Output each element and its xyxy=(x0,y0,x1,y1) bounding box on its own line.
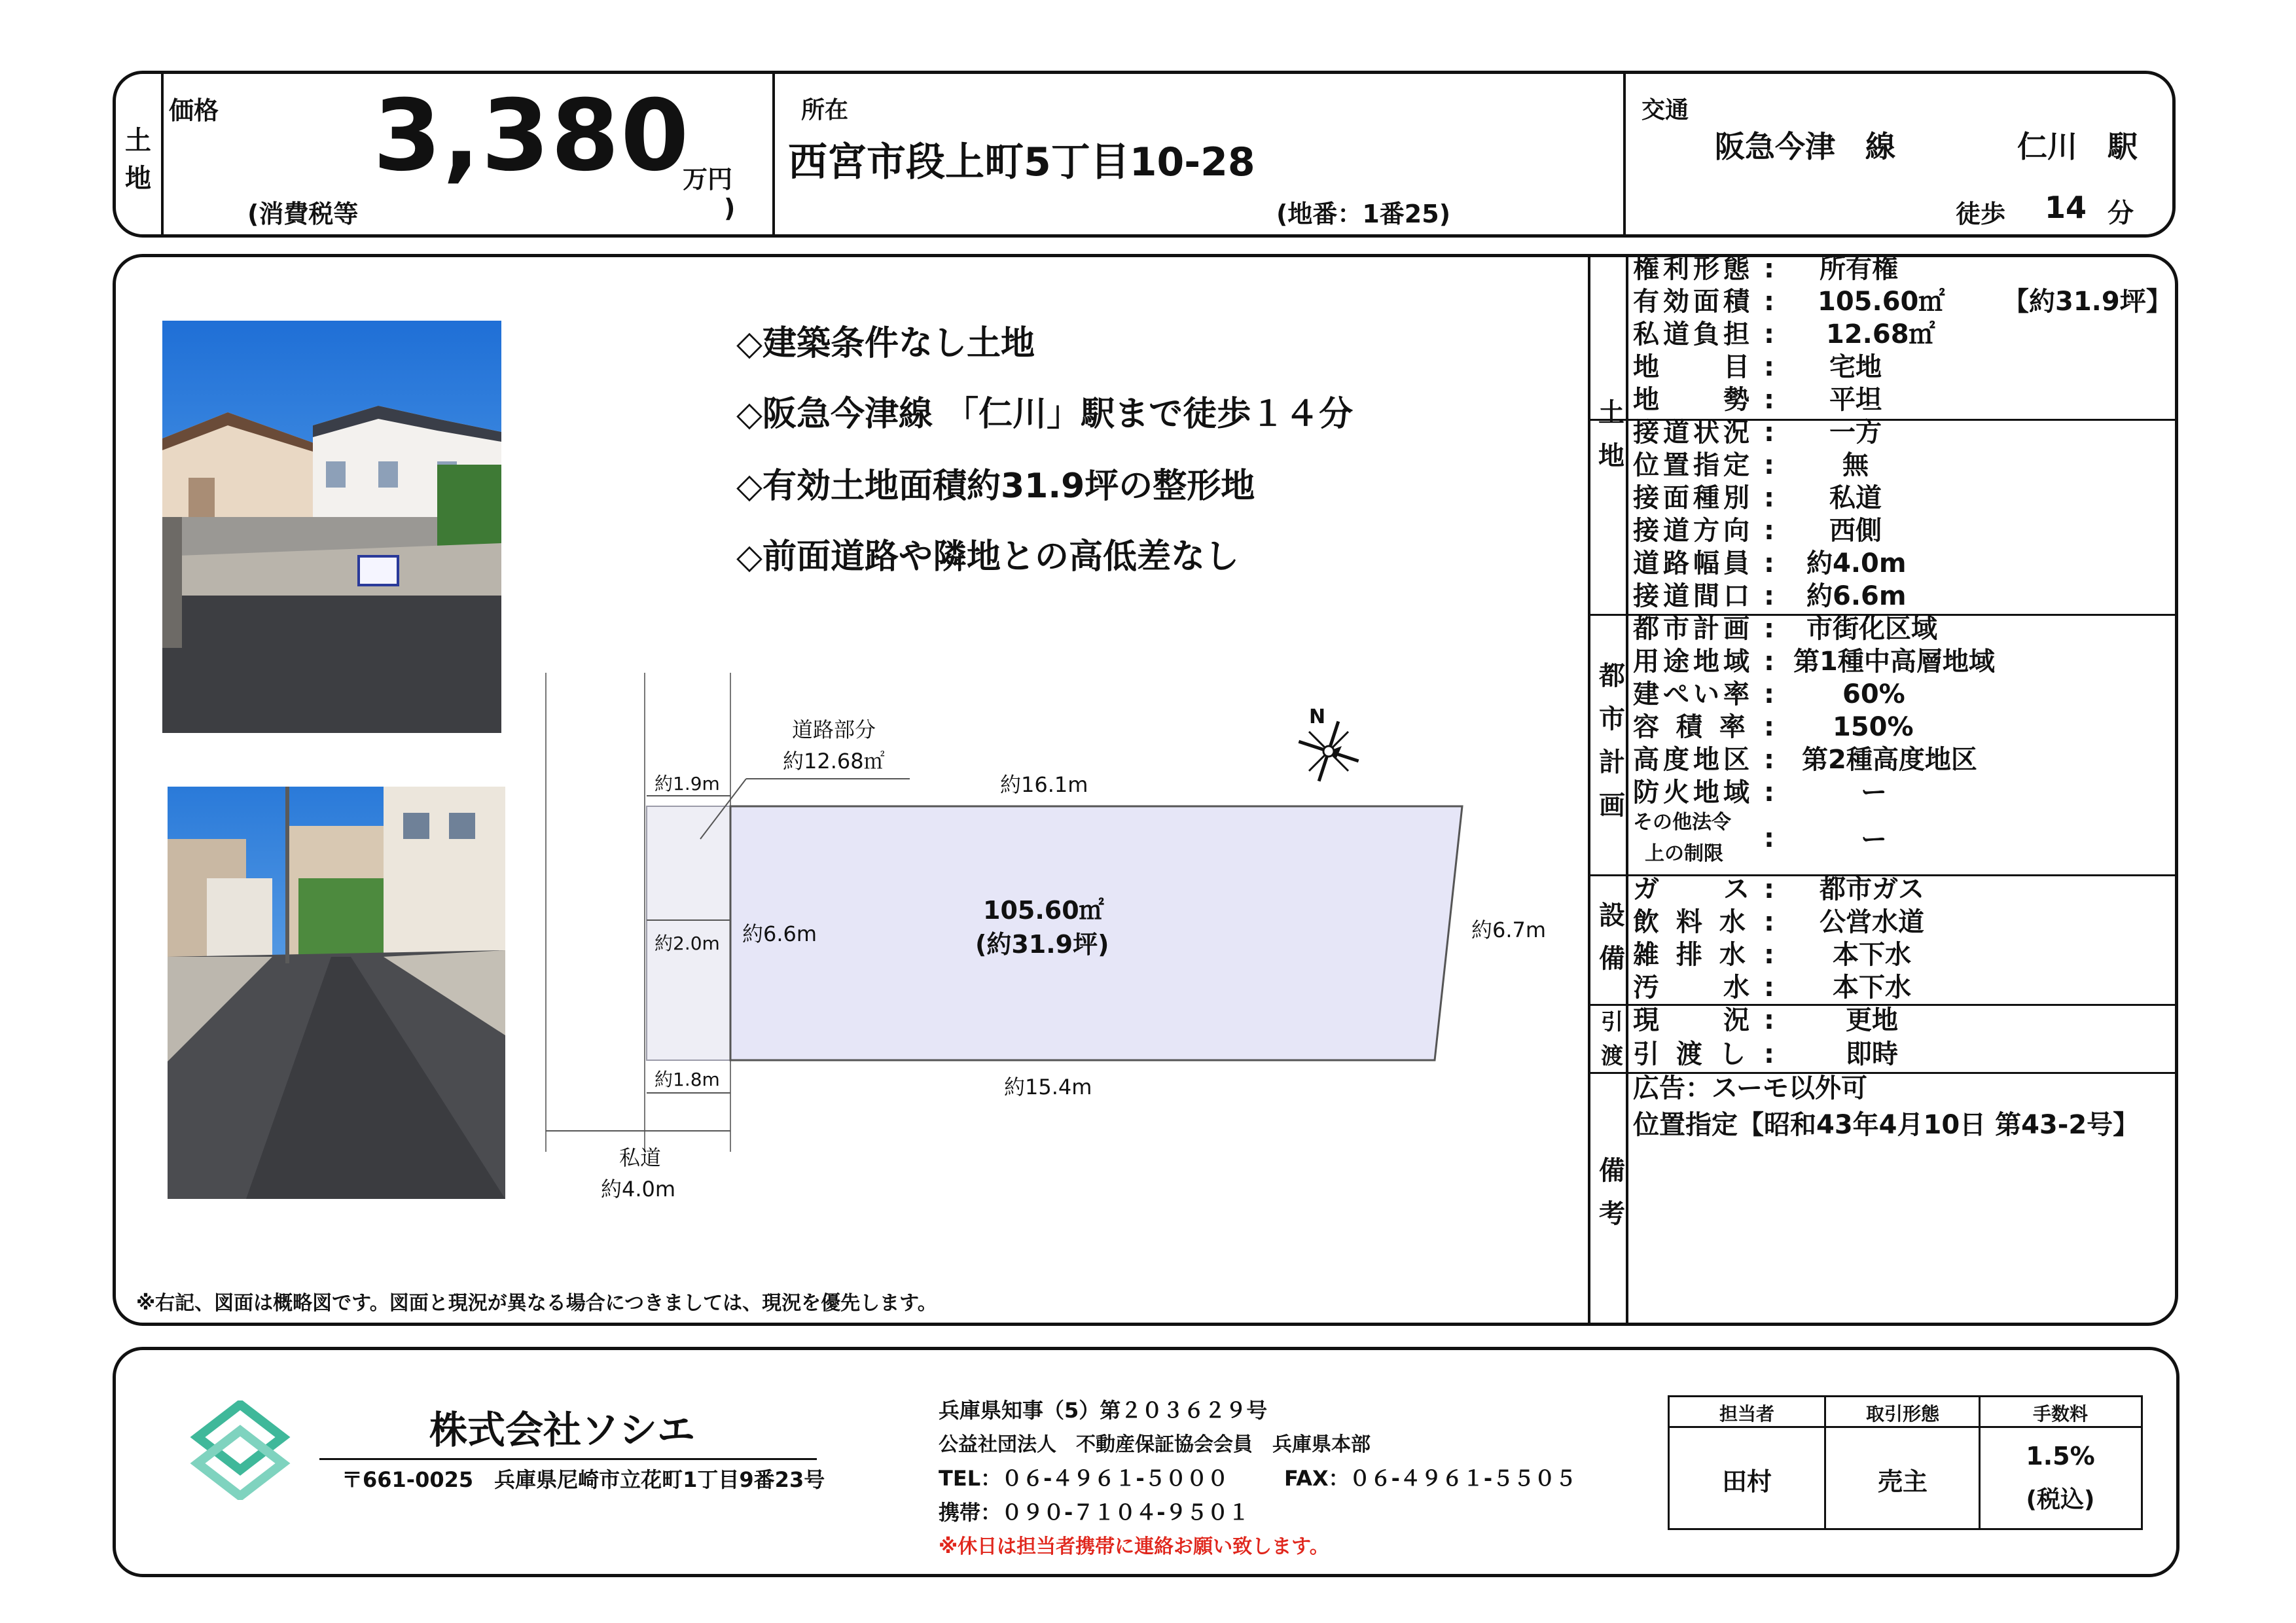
dim-right: 約6.7m xyxy=(1471,918,1547,942)
disclaimer-note: ※右記、図面は概略図です。図面と現況が異なる場合につきましては、現況を優先します。 xyxy=(136,1292,937,1315)
table-header-person: 担当者 xyxy=(1719,1403,1774,1425)
dim-left-side: 約6.6m xyxy=(742,921,817,946)
section-remarks: 備考 xyxy=(1599,1156,1625,1229)
feature-3: ◇有効土地面積約31.9坪の整形地 xyxy=(736,467,1255,506)
dim-bottom-left: 約1.8m xyxy=(655,1069,720,1090)
mobile-number: 携帯：０９０-７１０４-９５０１ xyxy=(939,1500,1249,1525)
feature-1: ◇建築条件なし土地 xyxy=(736,324,1035,363)
walk-label: 徒歩 xyxy=(1956,200,2006,228)
site-photo-front-image xyxy=(162,321,501,733)
tax-note-open: (消費税等 xyxy=(247,200,359,228)
holiday-note: ※休日は担当者携帯に連絡お願い致します。 xyxy=(939,1535,1329,1558)
section-city-plan: 都市計画 xyxy=(1599,661,1625,821)
section-land: 土地 xyxy=(1598,398,1624,471)
transport-label: 交通 xyxy=(1641,97,1689,124)
station-name: 仁川 駅 xyxy=(2017,129,2138,164)
plot-area-tsubo: (約31.9坪) xyxy=(975,930,1109,959)
dim-top-left: 約1.9m xyxy=(655,773,720,794)
site-photo-front xyxy=(162,321,501,733)
road-part-label: 道路部分 xyxy=(792,717,876,742)
site-photo-street-image xyxy=(168,787,505,1199)
license-number: 兵庫県知事（5）第２０３６２９号 xyxy=(939,1398,1268,1423)
company-address: 〒661-0025 兵庫県尼崎市立花町1丁目9番23号 xyxy=(342,1467,825,1492)
price-value: 3,380 xyxy=(373,79,691,193)
location-label: 所在 xyxy=(801,97,849,124)
compass-north-label: N xyxy=(1309,705,1326,728)
road-part-area-label: 約12.68㎡ xyxy=(783,749,885,774)
land-category-label: 土地 xyxy=(125,126,151,194)
table-header-deal-type: 取引形態 xyxy=(1865,1403,1939,1425)
association: 公益社団法人 不動産保証協会会員 兵庫県本部 xyxy=(939,1433,1371,1456)
agent-table xyxy=(1668,1395,2143,1530)
site-photo-street xyxy=(168,787,505,1199)
dim-mid-left: 約2.0m xyxy=(655,933,720,954)
company-logo-icon xyxy=(185,1400,296,1500)
walk-unit: 分 xyxy=(2108,198,2134,228)
section-facilities: 設備 xyxy=(1599,901,1625,974)
fax-number: FAX：０６-４９６１-５５０５ xyxy=(1284,1466,1577,1491)
fee-tax-note: (税込) xyxy=(2026,1486,2095,1513)
dim-top: 約16.1m xyxy=(1000,772,1088,797)
address: 西宮市段上町5丁目10-28 xyxy=(788,139,1255,185)
lot-number: (地番：1番25) xyxy=(1276,200,1451,228)
dim-bottom: 約15.4m xyxy=(1004,1075,1092,1099)
fee-rate: 1.5% xyxy=(2026,1442,2095,1471)
walk-minutes: 14 xyxy=(2045,190,2087,225)
table-header-fee: 手数料 xyxy=(2032,1403,2088,1425)
company-name: 株式会社ソシエ xyxy=(429,1408,696,1452)
private-road-width: 約4.0m xyxy=(601,1177,676,1202)
feature-2: ◇阪急今津線 「仁川」駅まで徒歩１４分 xyxy=(736,395,1354,434)
line-name: 阪急今津 線 xyxy=(1715,129,1895,164)
private-road-label: 私道 xyxy=(619,1145,662,1170)
section-handover: 引渡 xyxy=(1601,1009,1623,1069)
plot-area: 105.60㎡ xyxy=(983,896,1104,925)
agent-name: 田村 xyxy=(1721,1467,1772,1496)
deal-type: 売主 xyxy=(1877,1467,1928,1496)
price-label: 価格 xyxy=(169,96,219,125)
phone-number: TEL：０６-４９６１-５０００ xyxy=(939,1466,1229,1491)
price-unit: 万円 xyxy=(683,165,733,194)
feature-4: ◇前面道路や隣地との高低差なし xyxy=(736,537,1239,577)
tax-note-close: ) xyxy=(724,194,736,223)
